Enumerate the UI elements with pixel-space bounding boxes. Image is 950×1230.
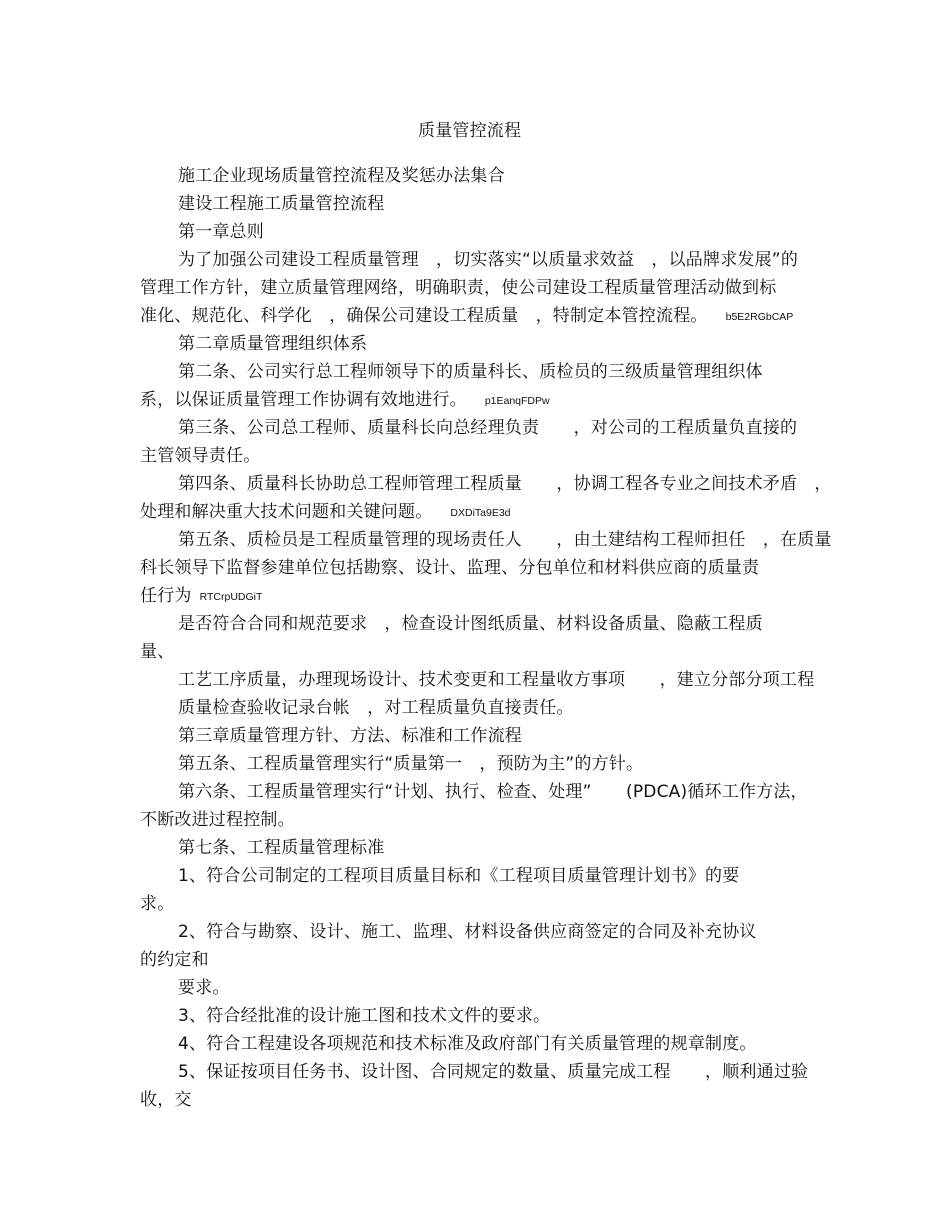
chapter-heading: 第二章质量管理组织体系 <box>178 334 368 354</box>
list-item: 3、符合经批准的设计施工图和技术文件的要求。 <box>178 1006 551 1026</box>
text-line: 不断改进过程控制。 <box>140 810 295 830</box>
text-line: 第五条、质检员是工程质量管理的现场责任人 ，由土建结构工程师担任 ，在质量 <box>178 530 832 550</box>
chapter-heading: 第一章总则 <box>178 222 264 242</box>
text-line: 为了加强公司建设工程质量管理 ，切实落实“以质量求效益 ，以品牌求发展”的 <box>178 250 799 270</box>
text-line: 第四条、质量科长协助总工程师管理工程质量 ，协调工程各专业之间技术矛盾 ， <box>178 474 832 494</box>
text-line: 第六条、工程质量管理实行“计划、执行、检查、处理” (PDCA)循环工作方法， <box>178 782 808 802</box>
text-line: 求。 <box>140 894 175 914</box>
doc-code: RTCrpUDGiT <box>199 591 263 603</box>
doc-code: p1EanqFDPw <box>484 395 550 407</box>
chapter-heading: 第三章质量管理方针、方法、标准和工作流程 <box>178 726 522 746</box>
text-line: 系，以保证质量管理工作协调有效地进行。 p1EanqFDPw <box>140 390 550 410</box>
text-line: 要求。 <box>178 978 230 998</box>
text-line: 的约定和 <box>140 950 209 970</box>
text-line: 第七条、工程质量管理标准 <box>178 838 385 858</box>
text-line: 处理和解决重大技术问题和关键问题。 DXDiTa9E3d <box>140 502 511 522</box>
list-item: 5、保证按项目任务书、设计图、合同规定的数量、质量完成工程 ，顺利通过验 <box>178 1062 809 1082</box>
text-line: 任行为 RTCrpUDGiT <box>140 586 263 606</box>
text-line: 第三条、公司总工程师、质量科长向总经理负责 ，对公司的工程质量负直接的 <box>178 418 798 438</box>
text-line: 质量检查验收记录台帐 ，对工程质量负直接责任。 <box>178 698 574 718</box>
list-item: 2、符合与勘察、设计、施工、监理、材料设备供应商签定的合同及补充协议 <box>178 922 757 942</box>
document-title: 质量管控流程 <box>418 121 522 141</box>
text-line: 主管领导责任。 <box>140 446 261 466</box>
text-line: 收，交 <box>140 1090 192 1110</box>
text-line: 工艺工序质量，办理现场设计、技术变更和工程量收方事项 ，建立分部分项工程 <box>178 670 815 690</box>
text-line: 是否符合合同和规范要求 ，检查设计图纸质量、材料设备质量、隐蔽工程质 <box>178 614 763 634</box>
text-line: 科长领导下监督参建单位包括勘察、设计、监理、分包单位和材料供应商的质量责 <box>140 558 760 578</box>
list-item: 1、符合公司制定的工程项目质量目标和《工程项目质量管理计划书》的要 <box>178 866 740 886</box>
doc-code: DXDiTa9E3d <box>450 507 511 519</box>
text-line: 量、 <box>140 642 175 662</box>
text-line: 管理工作方针，建立质量管理网络，明确职责，使公司建设工程质量管理活动做到标 <box>140 278 777 298</box>
doc-code: b5E2RGbCAP <box>725 311 794 323</box>
text-line: 建设工程施工质量管控流程 <box>178 194 385 214</box>
text-line: 第五条、工程质量管理实行“质量第一 ，预防为主”的方针。 <box>178 754 644 774</box>
text-line: 第二条、公司实行总工程师领导下的质量科长、质检员的三级质量管理组织体 <box>178 362 763 382</box>
text-line: 施工企业现场质量管控流程及奖惩办法集合 <box>178 166 505 186</box>
list-item: 4、符合工程建设各项规范和技术标准及政府部门有关质量管理的规章制度。 <box>178 1034 757 1054</box>
text-line: 准化、规范化、科学化 ，确保公司建设工程质量 ，特制定本管控流程。 b5E2RGbCAP <box>140 306 794 326</box>
